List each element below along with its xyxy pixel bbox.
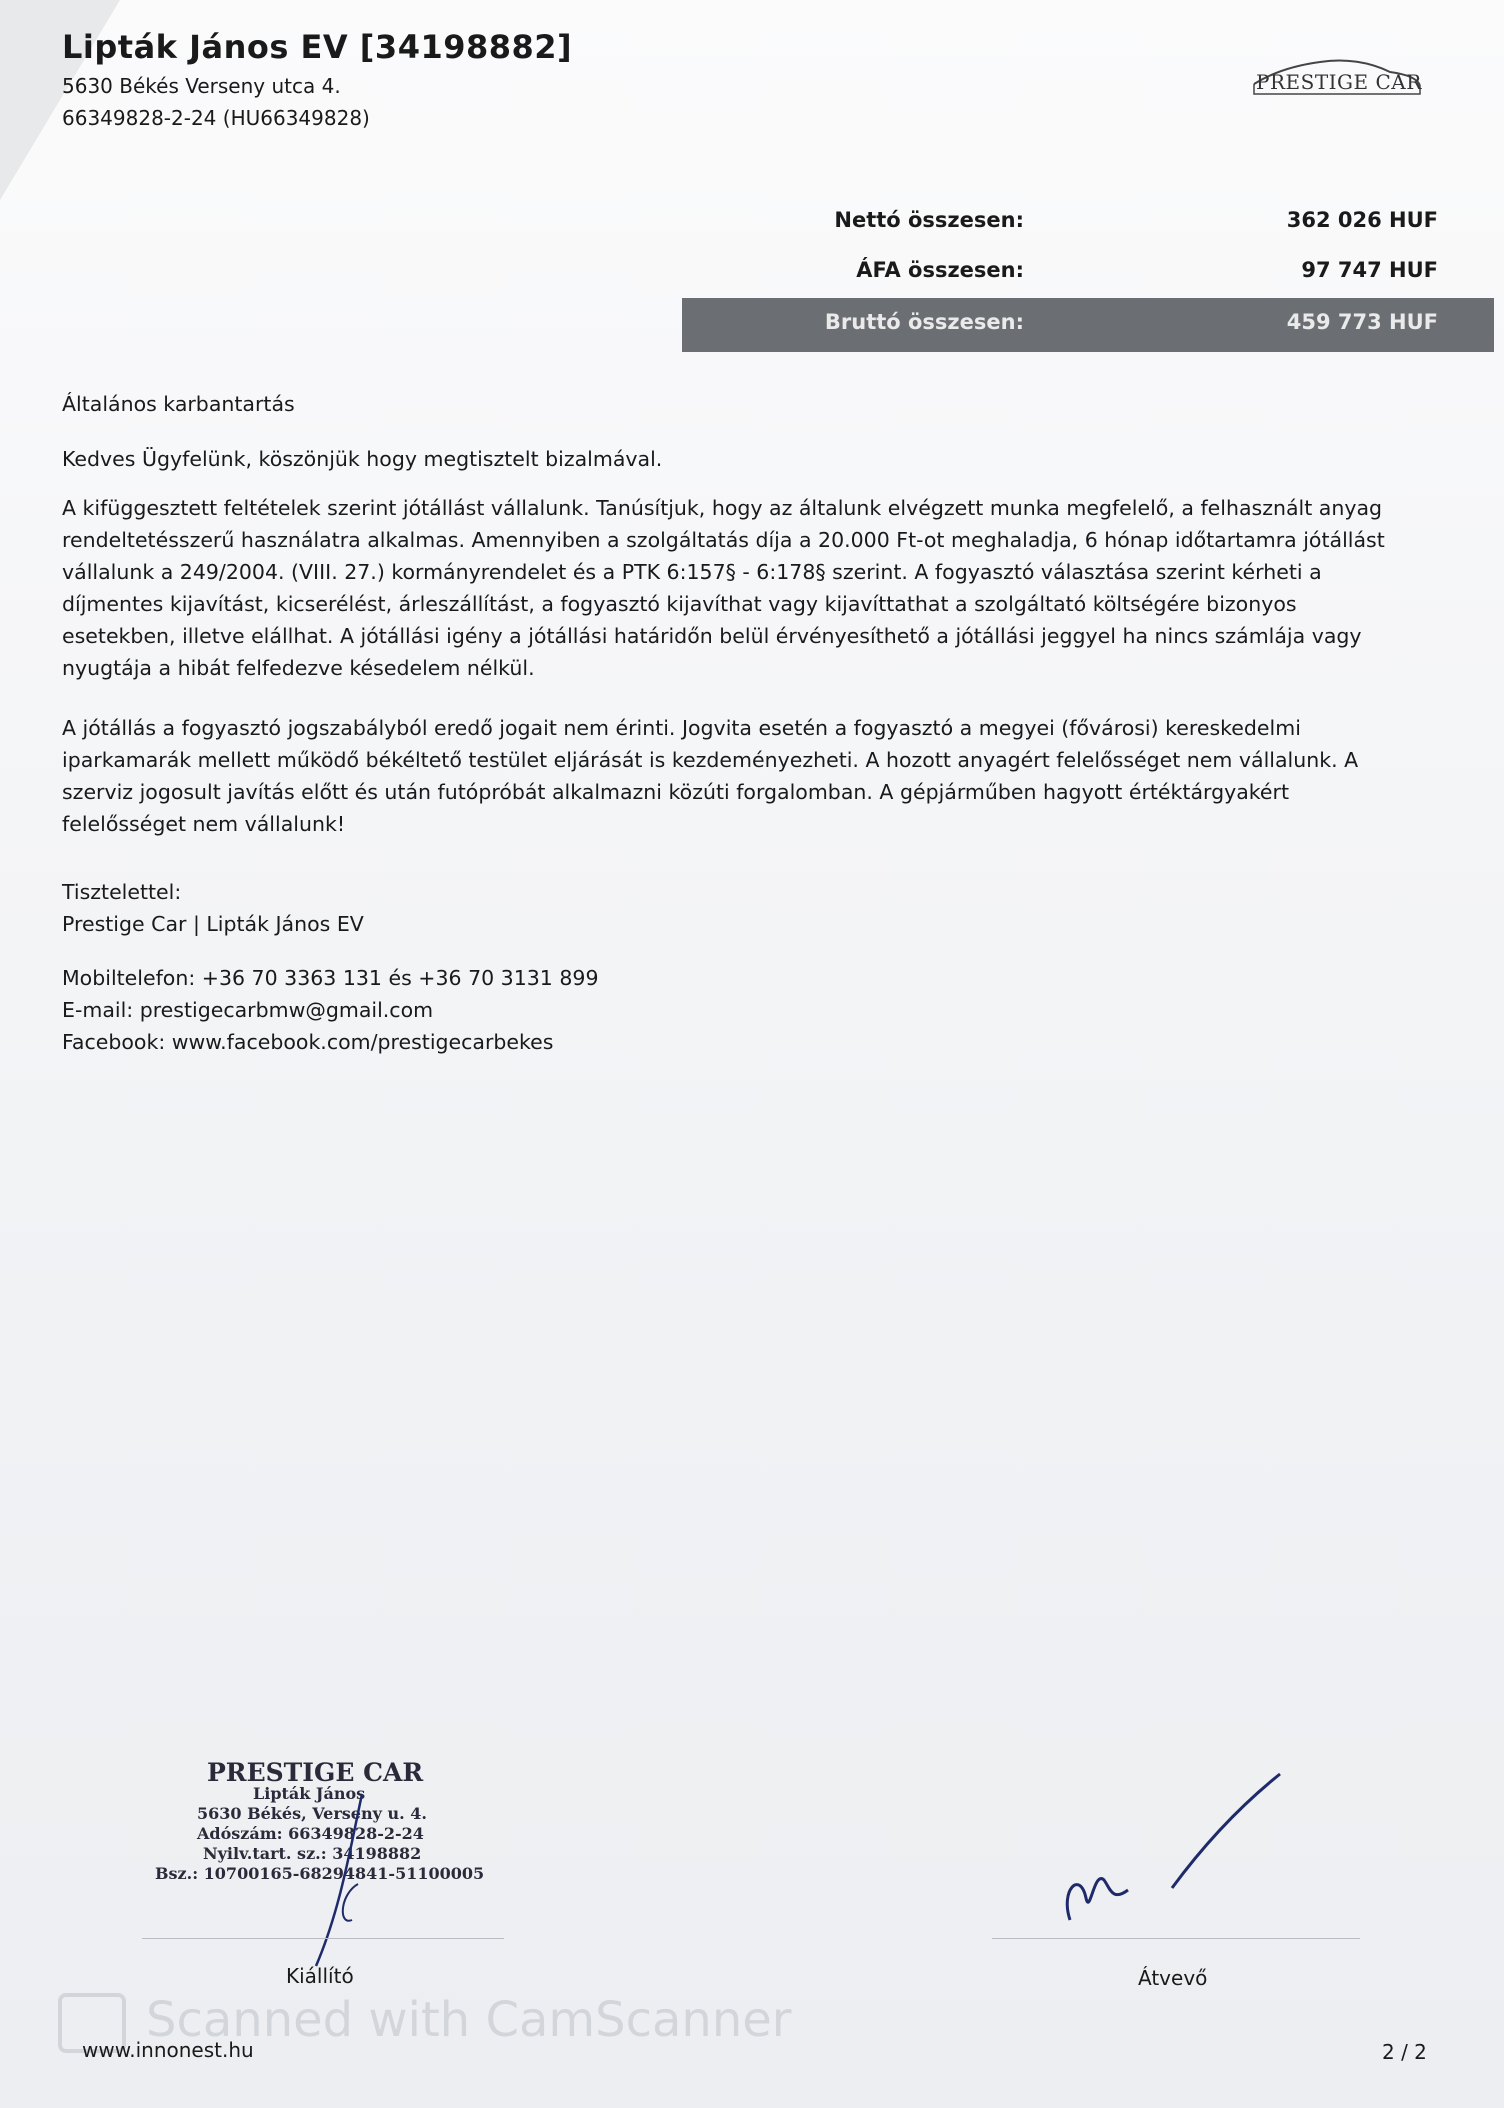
totals-table [682, 198, 1494, 352]
company-tax-id: 66349828-2-24 (HU66349828) [62, 106, 370, 130]
receiver-signature-line [992, 1938, 1360, 1939]
net-total-label: Nettó összesen: [834, 208, 1024, 232]
stamp-owner: Lipták János [253, 1784, 366, 1803]
section-heading: Általános karbantartás [62, 392, 295, 416]
watermark-text: Scanned with CamScanner [146, 1992, 792, 2048]
closing-signature-name: Prestige Car | Lipták János EV [62, 912, 364, 936]
issuer-signature-icon [300, 1790, 380, 1980]
issuer-signature-line [142, 1938, 504, 1939]
stamp-title: PRESTIGE CAR [207, 1758, 424, 1787]
vat-total-row [682, 248, 1494, 298]
contact-phone: Mobiltelefon: +36 70 3363 131 és +36 70 3131 899 [62, 966, 599, 990]
rights-paragraph: A jótállás a fogyasztó jogszabályból eredő jogait nem érinti. Jogvita esetén a fogyasztó a megyei (fővárosi) kereskedelmi iparkamarák mellett működő békéltető testület eljárását is kezdeményezheti. A hozott anyagért felelősséget nem vállalunk. A szerviz jogosult javítás előtt és után futópróbát alkalmazni közúti forgalomban. A gépjárműben hagyott értéktárgyakért felelősséget nem vállalunk! [62, 716, 1359, 836]
receiver-signature-icon [1060, 1770, 1290, 1930]
stamp-address: 5630 Békés, Verseny u. 4. [197, 1804, 427, 1823]
issuer-label: Kiállító [286, 1964, 354, 1988]
stamp-registry-number: Nyilv.tart. sz.: 34198882 [203, 1844, 422, 1863]
stamp-bank-account: Bsz.: 10700165-68294841-51100005 [155, 1864, 485, 1883]
contact-block [62, 962, 598, 1058]
page-number: 2 / 2 [1382, 2040, 1427, 2064]
gross-total-value: 459 773 HUF [1286, 310, 1438, 334]
closing-block [62, 876, 364, 940]
warranty-paragraph: A kifüggesztett feltételek szerint jótállást vállalunk. Tanúsítjuk, hogy az általunk elvégzett munka megfelelő, a felhasznált anyag rendeltetésszerű használatra alkalmas. Amennyiben a szolgáltatás díja a 20.000 Ft-ot meghaladja, 6 hónap időtartamra jótállást vállalunk a 249/2004. (VIII. 27.) kormányrendelet és a PTK 6:157§ - 6:178§ szerint. A fogyasztó választása szerint kérheti a díjmentes kijavítást, kicserélést, árleszállítást, a fogyasztó kijavíthat vagy kijavíttathat a szolgáltató költségére bizonyos esetekben, illetve elállhat. A jótállási igény a jótállási határidőn belül érvényesíthető a jótállási jeggyel ha nincs számlája vagy nyugtája a hibát felfedezve késedelem nélkül. [62, 496, 1385, 680]
gross-total-row [682, 298, 1494, 352]
receiver-label: Átvevő [1138, 1966, 1208, 1990]
company-name: Lipták János EV [34198882] [62, 28, 573, 66]
closing-salutation: Tisztelettel: [62, 880, 182, 904]
greeting-text: Kedves Ügyfelünk, köszönjük hogy megtisztelt bizalmával. [62, 447, 663, 471]
contact-facebook: Facebook: www.facebook.com/prestigecarbekes [62, 1030, 554, 1054]
net-total-row [682, 198, 1494, 248]
stamp-tax-number: Adószám: 66349828-2-24 [197, 1824, 424, 1843]
footer-url: www.innonest.hu [82, 2038, 254, 2062]
prestige-car-logo [1250, 52, 1425, 102]
company-address: 5630 Békés Verseny utca 4. [62, 74, 341, 98]
net-total-value: 362 026 HUF [1286, 208, 1438, 232]
logo-text: PRESTIGE CAR [1256, 70, 1422, 94]
vat-total-value: 97 747 HUF [1301, 258, 1438, 282]
gross-total-label: Bruttó összesen: [824, 310, 1024, 334]
contact-email: E-mail: prestigecarbmw@gmail.com [62, 998, 434, 1022]
vat-total-label: ÁFA összesen: [856, 258, 1024, 282]
